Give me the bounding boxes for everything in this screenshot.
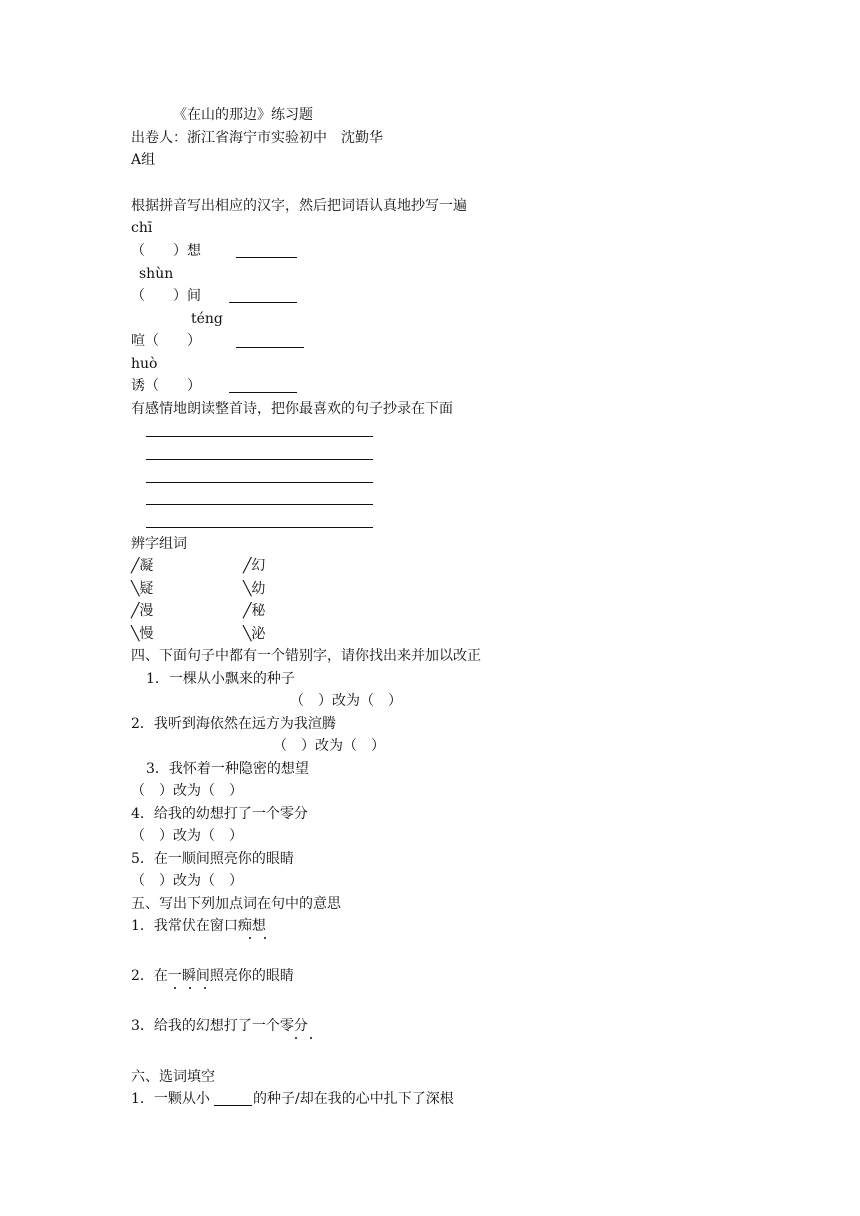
char-pair-right: ╱秘	[243, 603, 266, 619]
copy-line-4	[229, 392, 297, 393]
q4-sentence-3: 3．我怀着一种隐密的想望	[146, 761, 309, 777]
q4-sentence-5: 5．在一顺间照亮你的眼睛	[131, 851, 294, 867]
author-line: 出卷人：浙江省海宁市实验初中 沈勤华	[131, 130, 383, 146]
emphasis-dot	[310, 1037, 312, 1039]
q4-title: 四、下面句子中都有一个错别字，请你找出来并加以改正	[131, 648, 481, 664]
pinyin-shun: shùn	[139, 266, 174, 282]
q5-item-1: 1．我常伏在窗口痴想	[131, 918, 266, 934]
char-pair-left: ╲疑	[131, 581, 154, 597]
fill-blank	[214, 1105, 252, 1106]
q3-title: 辨字组词	[131, 536, 187, 552]
emphasis-dot	[264, 937, 266, 939]
q4-answer-4: （ ）改为（ ）	[131, 828, 243, 844]
copy-line-3	[236, 347, 304, 348]
emphasis-dot	[249, 937, 251, 939]
blank-shun-jian: （ ）间	[131, 288, 201, 304]
q5-item-2: 2．在一瞬间照亮你的眼睛	[131, 968, 294, 984]
q6-item-1-suffix: 的种子/却在我的心中扎下了深根	[253, 1091, 454, 1107]
blank-you-huo: 诱（ ）	[131, 378, 201, 394]
answer-line	[146, 459, 373, 460]
char-pair-right: ╲泌	[243, 626, 266, 642]
char-pair-left: ╱漫	[131, 603, 154, 619]
char-pair-left: ╲慢	[131, 626, 154, 642]
answer-line	[146, 482, 373, 483]
emphasis-dot	[174, 987, 176, 989]
blank-chi-xiang: （ ）想	[131, 243, 201, 259]
q6-title: 六、选词填空	[131, 1069, 215, 1085]
q4-answer-2: （ ）改为（ ）	[273, 738, 385, 754]
copy-line-2	[229, 302, 297, 303]
q5-item-3: 3．给我的幻想打了一个零分	[131, 1018, 308, 1034]
emphasis-dot	[189, 987, 191, 989]
group-label: A组	[131, 152, 156, 168]
q4-sentence-1: 1．一棵从小飘来的种子	[146, 671, 295, 687]
q4-sentence-4: 4．给我的幼想打了一个零分	[131, 806, 308, 822]
q4-sentence-2: 2．我听到海依然在远方为我渲腾	[131, 716, 336, 732]
blank-xuan-teng: 喧（ ）	[131, 333, 201, 349]
q2-instruction: 有感情地朗读整首诗，把你最喜欢的句子抄录在下面	[131, 401, 453, 417]
pinyin-teng: téng	[191, 311, 223, 327]
emphasis-dot	[295, 1037, 297, 1039]
q4-answer-5: （ ）改为（ ）	[131, 873, 243, 889]
answer-line	[146, 527, 373, 528]
q4-answer-1: （ ）改为（ ）	[290, 693, 402, 709]
q5-title: 五、写出下列加点词在句中的意思	[131, 896, 341, 912]
char-pair-right: ╲幼	[243, 581, 266, 597]
pinyin-chi: chī	[131, 220, 153, 236]
copy-line-1	[236, 257, 297, 258]
char-pair-left: ╱凝	[131, 558, 154, 574]
emphasis-dot	[204, 987, 206, 989]
page-title: 《在山的那边》练习题	[173, 107, 313, 123]
q6-item-1-prefix: 1．一颗从小	[131, 1091, 210, 1107]
answer-line	[146, 436, 373, 437]
q4-answer-3: （ ）改为（ ）	[131, 783, 243, 799]
char-pair-right: ╱幻	[243, 558, 266, 574]
answer-line	[146, 504, 373, 505]
q1-instruction: 根据拼音写出相应的汉字，然后把词语认真地抄写一遍	[131, 198, 467, 214]
pinyin-huo: huò	[131, 356, 158, 372]
